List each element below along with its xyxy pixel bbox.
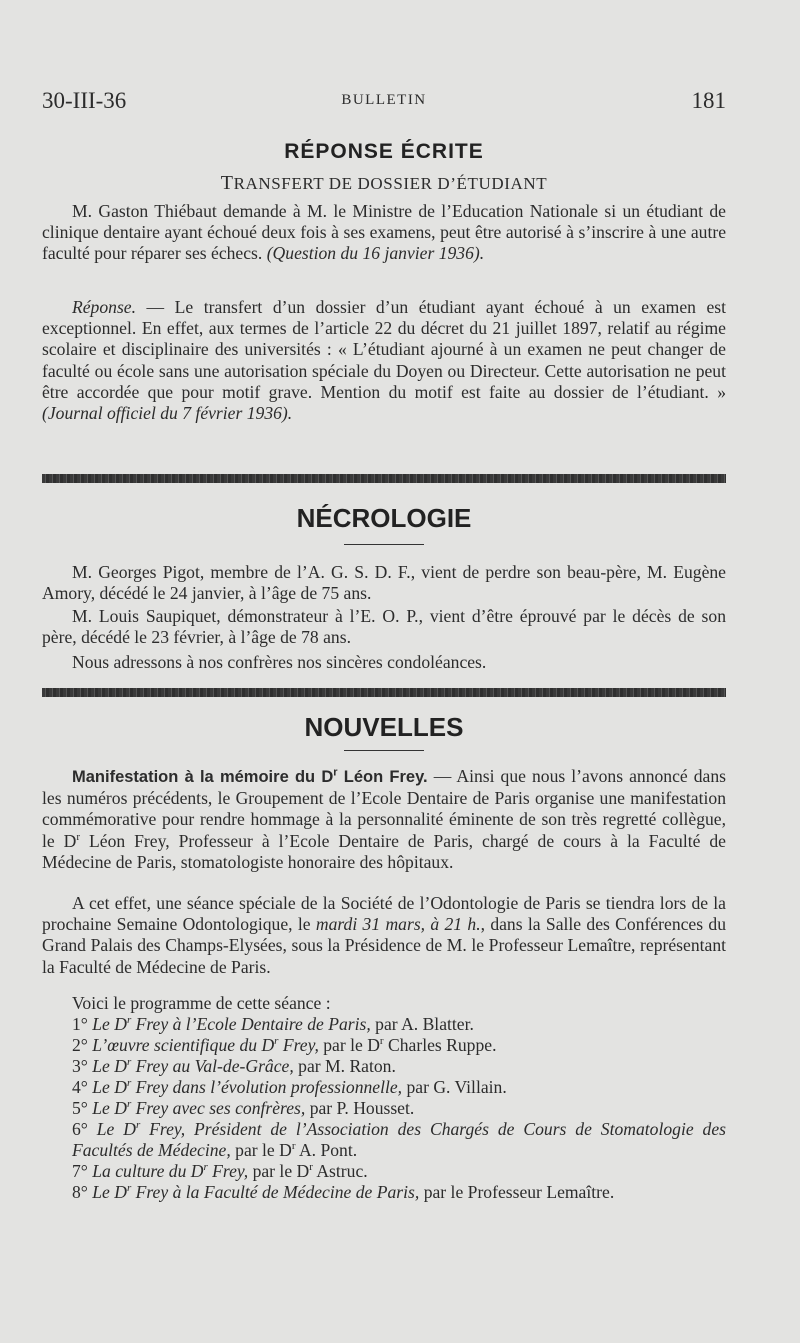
program-item xyxy=(42,1119,726,1161)
nouvelles-paragraph-3: Voici le programme de cette séance : xyxy=(72,993,331,1013)
program-title-sup: r xyxy=(126,1014,132,1027)
program-title-a: Le D xyxy=(92,1056,127,1076)
running-header xyxy=(42,88,726,118)
program-title-sup: r xyxy=(126,1182,132,1195)
program-item-title xyxy=(92,1077,402,1097)
program-title-b: Frey avec ses confrères, xyxy=(131,1098,306,1118)
program-title-a: Le D xyxy=(92,1098,127,1118)
program-author-name: Charles Ruppe. xyxy=(383,1035,497,1055)
program-item-number: 7° xyxy=(72,1161,93,1181)
page-number: 181 xyxy=(691,88,726,113)
program-item xyxy=(42,1077,726,1098)
program-item-title xyxy=(72,1119,726,1160)
answer-label: Réponse. xyxy=(72,297,137,317)
program-item-number: 4° xyxy=(72,1077,93,1097)
answer-paragraph xyxy=(42,297,726,424)
program-title-b: Frey, xyxy=(207,1161,249,1181)
issue-date: 30-III-36 xyxy=(42,88,127,113)
program-item-author: par le D xyxy=(318,1035,380,1055)
nouvelles-p2-a: A cet effet, une séance spéciale de la Société de l’Odontologie de Paris se tiendra lors de la prochaine Semaine Odontologique, le xyxy=(42,893,726,935)
program-item xyxy=(42,1014,726,1035)
program-author-sup: r xyxy=(379,1035,384,1048)
program-item-author: par M. Raton. xyxy=(293,1056,396,1076)
program-item-number: 1° xyxy=(72,1014,93,1034)
program-title-b: Frey à la Faculté de Médecine de Paris, xyxy=(131,1182,420,1202)
program-item-author: par G. Villain. xyxy=(402,1077,507,1097)
program-title-sup: r xyxy=(135,1119,141,1132)
nouvelles-paragraph-2 xyxy=(42,893,726,978)
program-item-title xyxy=(92,1056,294,1076)
title-underline-nouvelles xyxy=(344,750,424,751)
nouvelles-paragraph-1 xyxy=(42,766,726,873)
program-list xyxy=(42,1014,726,1203)
section-title-necrologie: NÉCROLOGIE xyxy=(296,503,472,533)
p1-sup: r xyxy=(76,830,81,843)
necrologie-paragraph-3: Nous adressons à nos confrères nos sincères condoléances. xyxy=(72,652,487,672)
program-author-sup: r xyxy=(309,1161,313,1174)
program-item-author: par P. Housset. xyxy=(305,1098,415,1118)
subtitle-cap: T xyxy=(220,172,234,194)
question-reference: (Question du 16 janvier 1936). xyxy=(266,243,485,264)
program-title-a: Le D xyxy=(92,1077,127,1097)
program-item-title xyxy=(92,1161,248,1181)
program-title-sup: r xyxy=(126,1098,132,1111)
program-author-sup: r xyxy=(291,1140,296,1153)
program-item-number: 2° xyxy=(72,1035,93,1055)
program-title-b: Frey dans l’évolution professionnelle, xyxy=(131,1077,403,1097)
lead-title-a: Manifestation à la mémoire du D xyxy=(72,768,334,786)
program-item-number: 6° xyxy=(72,1119,97,1139)
seance-date: mardi 31 mars, à 21 h. xyxy=(315,914,481,935)
program-item-author: par le D xyxy=(248,1161,310,1181)
program-title-a: L’œuvre scientifique du D xyxy=(92,1035,275,1055)
program-title-sup: r xyxy=(126,1056,132,1069)
journal-name: BULLETIN xyxy=(341,92,427,108)
program-item xyxy=(42,1035,726,1056)
question-paragraph xyxy=(42,201,726,265)
program-title-a: Le D xyxy=(92,1182,127,1202)
title-underline-necrologie xyxy=(344,544,424,545)
program-title-b: Frey à l’Ecole Dentaire de Paris, xyxy=(131,1014,371,1034)
program-item-author: par le D xyxy=(230,1140,292,1160)
subtitle-rest: RANSFERT DE DOSSIER D’ÉTUDIANT xyxy=(233,174,548,193)
necrologie-paragraph-1: M. Georges Pigot, membre de l’A. G. S. D. F., vient de perdre son beau-père, M. Eugène Amory, décédé le 24 janvier, à l’âge de 75 ans. xyxy=(42,562,726,604)
question-text: M. Gaston Thiébaut demande à M. le Ministre de l’Education Nationale si un étudiant de clinique dentaire ayant échoué deux fois à ses examens, peut être autorisé à s’inscrire à une autre faculté pour réparer ses échecs. xyxy=(42,201,726,264)
program-item-number: 3° xyxy=(72,1056,93,1076)
nouvelles-p1-text: — Ainsi que nous l’avons annoncé dans les numéros précédents, le Groupement de l’Ecole Dentaire de Paris organise une manifestation commémorative pour rendre hommage à la personnalité éminente de son très regretté collègue, le D xyxy=(42,766,726,851)
section-divider-1 xyxy=(42,474,726,483)
program-title-sup: r xyxy=(203,1161,208,1174)
answer-reference: (Journal officiel du 7 février 1936). xyxy=(42,403,293,424)
lead-title-b: Léon Frey. xyxy=(337,768,428,786)
program-item-title xyxy=(92,1035,319,1055)
program-item xyxy=(42,1182,726,1203)
necrologie-paragraph-2: M. Louis Saupiquet, démonstrateur à l’E. O. P., vient d’être éprouvé par le décès de son père, décédé le 23 février, à l’âge de 78 ans. xyxy=(42,606,726,648)
program-item xyxy=(42,1056,726,1077)
program-title-b: Frey, Président de l’Association des Chargés de Cours de Stomatologie des Facultés de Médecine, xyxy=(72,1119,727,1160)
lead-title xyxy=(72,768,428,786)
program-author-name: A. Pont. xyxy=(295,1140,358,1160)
program-author-name: Astruc. xyxy=(312,1161,368,1181)
program-item-number: 5° xyxy=(72,1098,93,1118)
section-title-nouvelles: NOUVELLES xyxy=(304,712,464,742)
program-title-b: Frey au Val-de-Grâce, xyxy=(131,1056,294,1076)
program-item xyxy=(42,1161,726,1182)
program-item-author: par le Professeur Lemaître. xyxy=(419,1182,615,1202)
program-item-title xyxy=(92,1182,419,1202)
program-title-a: Le D xyxy=(92,1014,127,1034)
program-item xyxy=(42,1098,726,1119)
program-title-sup: r xyxy=(126,1077,132,1090)
section-divider-2 xyxy=(42,688,726,697)
program-item-author: par A. Blatter. xyxy=(370,1014,474,1034)
section-title-reponse-ecrite: RÉPONSE ÉCRITE xyxy=(284,140,484,163)
program-item-title xyxy=(92,1098,305,1118)
nouvelles-p1-end: Léon Frey, Professeur à l’Ecole Dentaire de Paris, chargé de cours à la Faculté de Médecine de Paris, stomatologiste honoraire des hôpitaux. xyxy=(42,830,726,872)
program-title-a: Le D xyxy=(96,1119,136,1139)
section-subtitle-transfert xyxy=(42,172,726,195)
program-item-number: 8° xyxy=(72,1182,93,1202)
nouvelles-p2-b: , dans la Salle des Conférences du Grand Palais des Champs-Elysées, sous la Présidence de M. le Professeur Lemaître, représentant la Faculté de Médecine de Paris. xyxy=(42,914,727,977)
program-item-title xyxy=(92,1014,371,1034)
answer-text: — Le transfert d’un dossier d’un étudiant ayant échoué à un examen est exceptionnel. En effet, aux termes de l’article 22 du décret du 21 juillet 1897, relatif au régime scolaire et disciplinaire des universités : « L’étudiant ajourné à un examen ne peut changer de faculté ou école sans une autorisation spéciale du Doyen ou Directeur. Cette autorisation ne peut être accordée que pour motif grave. Mention du motif est faite au dossier de l’étudiant. » xyxy=(42,297,726,402)
program-title-b: Frey, xyxy=(278,1035,319,1055)
program-title-a: La culture du D xyxy=(92,1161,204,1181)
lead-title-sup: r xyxy=(333,766,338,779)
program-title-sup: r xyxy=(274,1035,279,1048)
